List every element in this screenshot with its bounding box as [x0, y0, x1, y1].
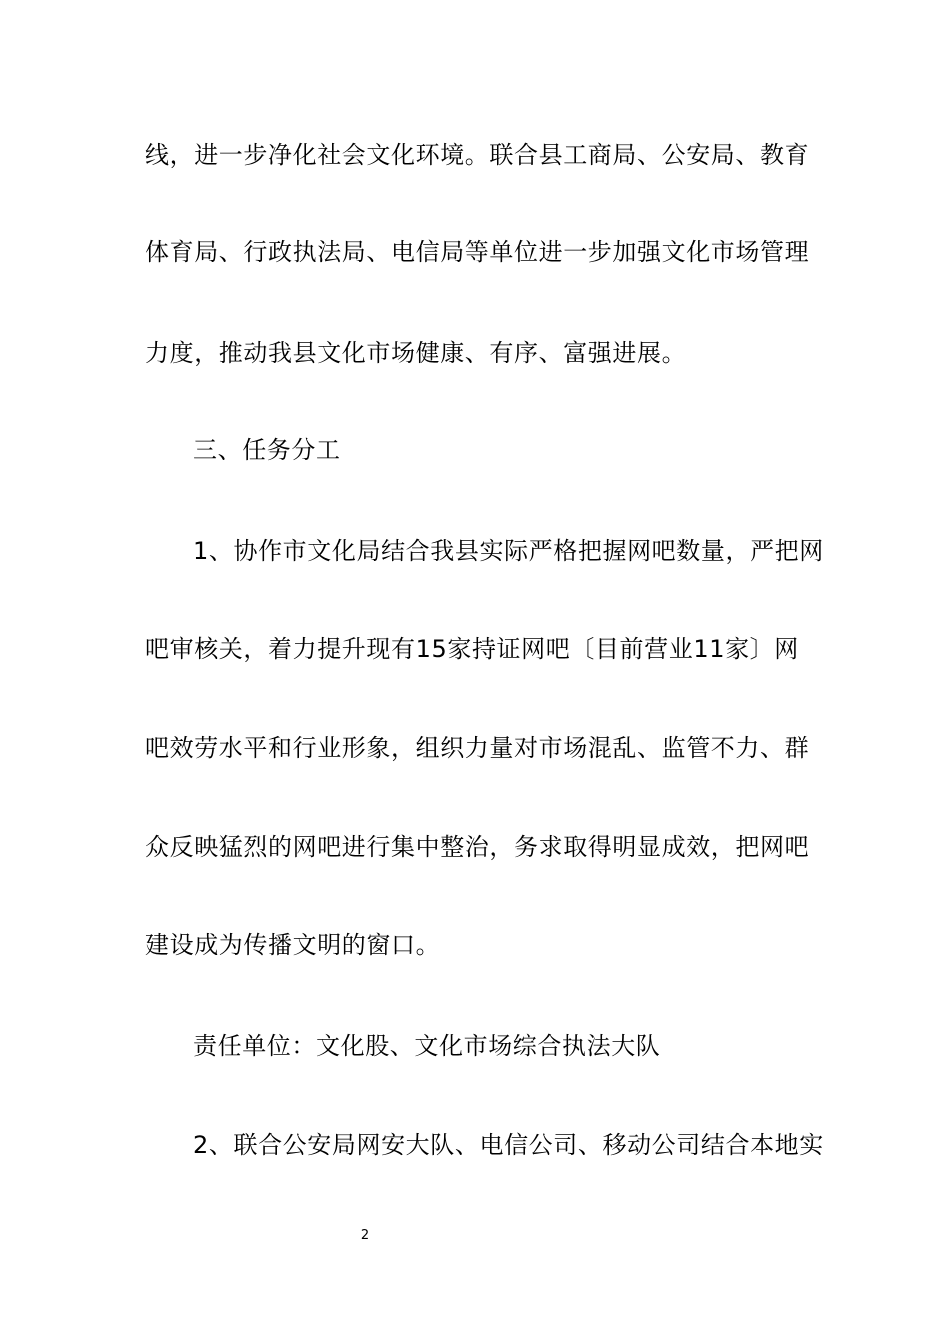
- body-text-line: 体育局、行政执法局、电信局等单位进一步加强文化市场管理: [145, 238, 810, 266]
- body-text-line: 建设成为传播文明的窗口。: [145, 931, 441, 959]
- body-text-line: 线，进一步净化社会文化环境。联合县工商局、公安局、教育: [145, 141, 810, 169]
- body-text-line: 吧审核关，着力提升现有15家持证网吧〔目前营业11家〕网: [145, 635, 799, 663]
- body-text-line: 2、联合公安局网安大队、电信公司、移动公司结合本地实: [193, 1131, 824, 1159]
- responsible-unit-line: 责任单位：文化股、文化市场综合执法大队: [193, 1032, 661, 1060]
- section-heading: 三、任务分工: [193, 436, 341, 464]
- body-text-line: 1、协作市文化局结合我县实际严格把握网吧数量，严把网: [193, 537, 824, 565]
- body-text-line: 吧效劳水平和行业形象，组织力量对市场混乱、监管不力、群: [145, 734, 810, 762]
- body-text-line: 众反映猛烈的网吧进行集中整治，务求取得明显成效，把网吧: [145, 833, 810, 861]
- body-text-line: 力度，推动我县文化市场健康、有序、富强进展。: [145, 339, 687, 367]
- page-number: 2: [360, 1228, 370, 1243]
